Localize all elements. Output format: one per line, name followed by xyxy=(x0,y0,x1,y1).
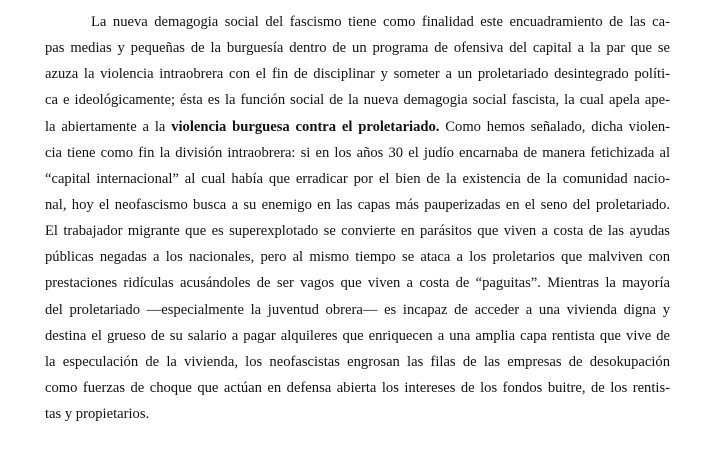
text-line xyxy=(45,140,670,166)
text-segment: ca e ideológicamente; ésta es la función social de la nueva demagogia social fascista, la cual apela ape- xyxy=(45,92,670,109)
text-line xyxy=(45,114,670,140)
text-line xyxy=(45,9,670,35)
text-line xyxy=(45,35,670,61)
text-segment: pas medias y pequeñas de la burguesía dentro de un programa de ofensiva del capital a la par que se xyxy=(45,40,670,57)
text-segment: nal, hoy el neofascismo busca a su enemigo en las capas más pauperizadas en el seno del proletariado. xyxy=(45,196,670,213)
bold-phrase: violencia burguesa contra el proletariado. xyxy=(171,118,440,135)
text-line xyxy=(45,218,670,244)
body-paragraph xyxy=(45,9,670,427)
text-segment: cia tiene como fin la división intraobrera: si en los años 30 el judío encarnaba de manera fetichizada al xyxy=(45,144,670,161)
text-segment: “capital internacional” al cual había que erradicar por el bien de la existencia de la comunidad nacio- xyxy=(45,170,670,187)
text-segment: destina el grueso de su salario a pagar alquileres que enriquecen a una amplia capa rentista que vive de xyxy=(45,327,670,344)
text-segment: prestaciones ridículas acusándoles de ser vagos que viven a costa de “paguitas”. Mientras la mayoría xyxy=(45,275,670,292)
text-segment: Como hemos señalado, dicha violen- xyxy=(439,118,671,135)
text-line xyxy=(45,323,670,349)
text-line xyxy=(45,61,670,87)
text-segment: El trabajador migrante que es superexplotado se convierte en parásitos que viven a costa de las ayudas xyxy=(45,223,670,240)
text-line xyxy=(45,297,670,323)
text-segment: la abiertamente a la xyxy=(45,118,172,135)
text-segment: del proletariado —especialmente la juventud obrera— es incapaz de acceder a una vivienda digna y xyxy=(45,301,670,318)
text-line xyxy=(45,87,670,113)
text-line xyxy=(45,270,670,296)
text-segment: públicas negadas a los nacionales, pero al mismo tiempo se ataca a los proletarios que malviven con xyxy=(45,249,670,266)
text-line xyxy=(45,375,670,401)
text-segment: como fuerzas de choque que actúan en defensa abierta los intereses de los fondos buitre, de los rentis- xyxy=(45,379,670,396)
text-segment: la especulación de la vivienda, los neofascistas engrosan las filas de las empresas de desokupación xyxy=(45,353,670,370)
text-line xyxy=(45,166,670,192)
text-line xyxy=(45,192,670,218)
text-line xyxy=(45,401,670,427)
text-line xyxy=(45,244,670,270)
text-segment: azuza la violencia intraobrera con el fin de disciplinar y someter a un proletariado desintegrado políti- xyxy=(45,66,670,83)
text-segment: tas y propietarios. xyxy=(45,406,150,423)
text-line xyxy=(45,349,670,375)
text-segment: La nueva demagogia social del fascismo tiene como finalidad este encuadramiento de las ca- xyxy=(91,14,670,30)
